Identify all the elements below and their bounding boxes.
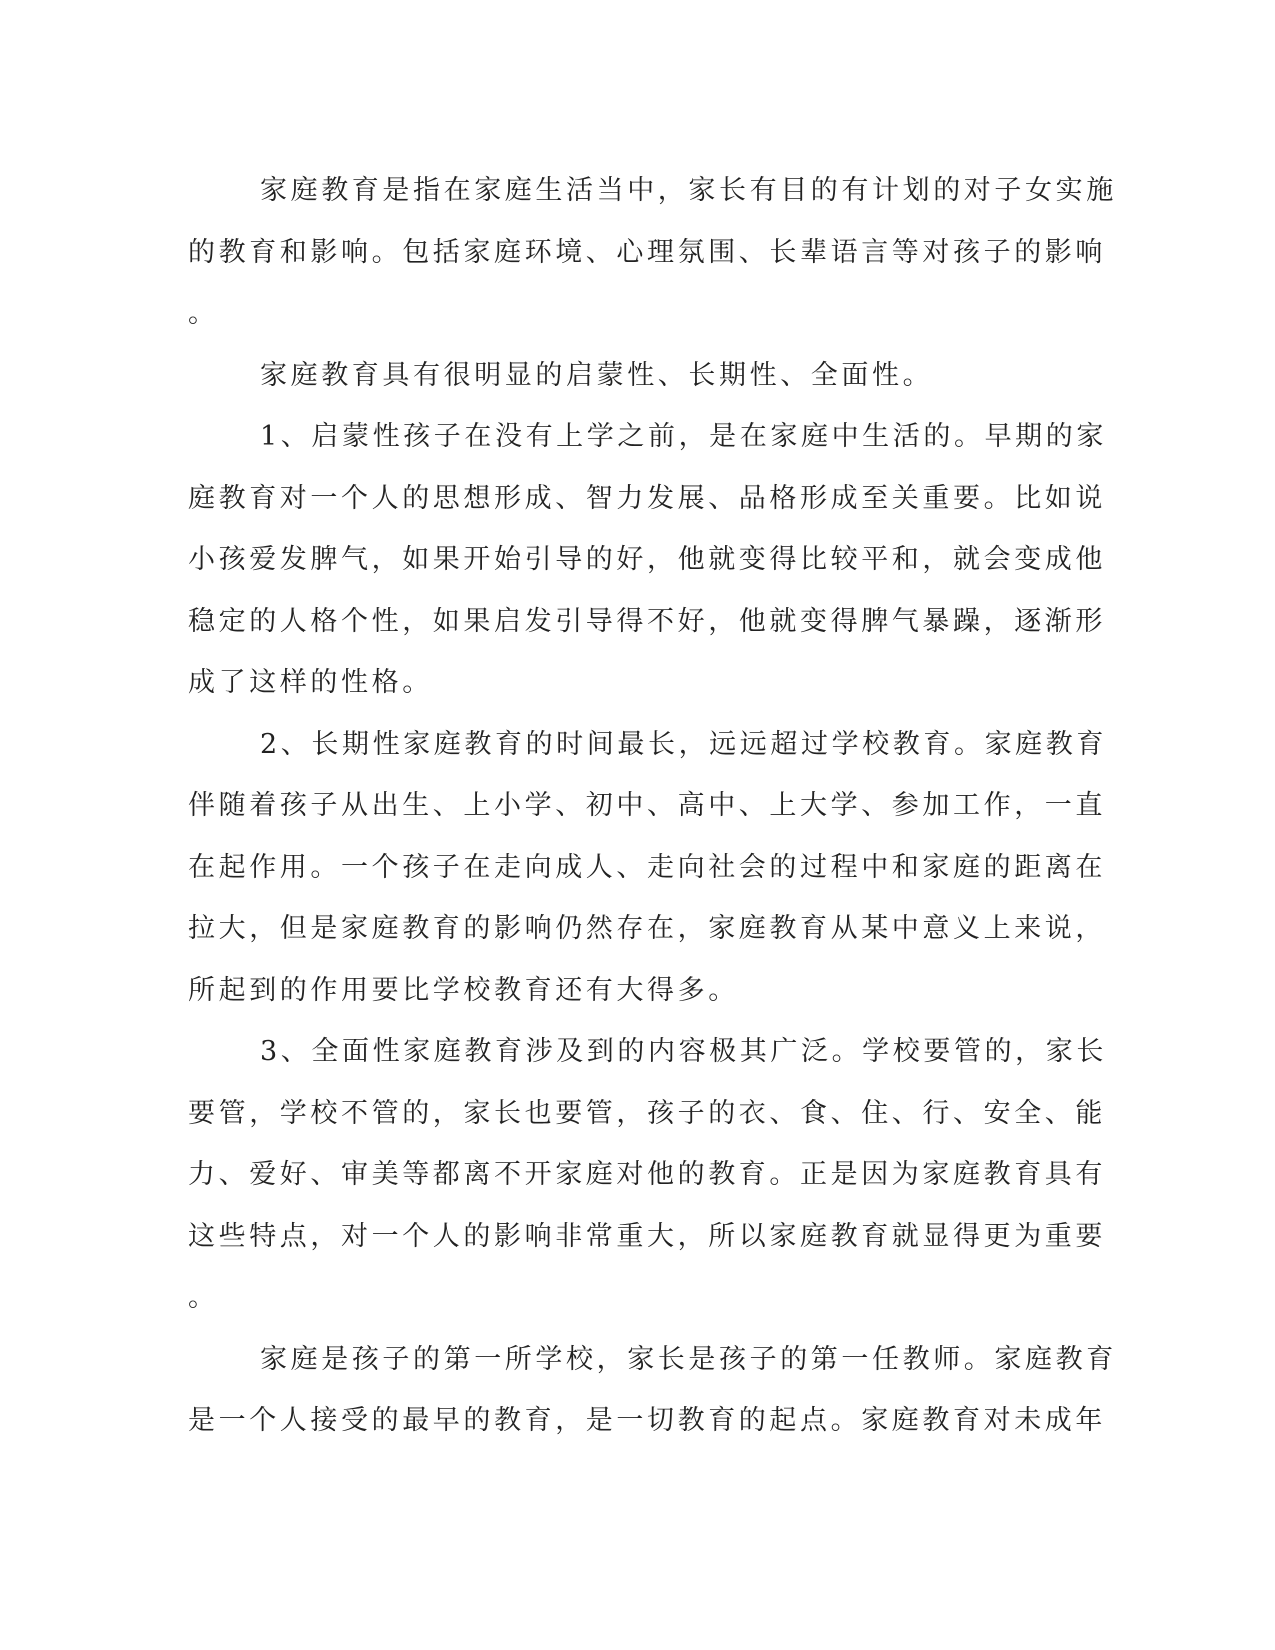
text-line: 在起作用。一个孩子在走向成人、走向社会的过程中和家庭的距离在 [188, 851, 1106, 883]
text-line: 稳定的人格个性，如果启发引导得不好，他就变得脾气暴躁，逐渐形 [188, 605, 1106, 637]
text-line: 2、长期性家庭教育的时间最长，远远超过学校教育。家庭教育 [260, 728, 1107, 760]
document-body [188, 160, 1117, 1452]
text-line: 拉大，但是家庭教育的影响仍然存在，家庭教育从某中意义上来说， [188, 913, 1106, 944]
text-line: 3、全面性家庭教育涉及到的内容极其广泛。学校要管的，家长 [260, 1036, 1107, 1067]
text-line: 。 [188, 298, 219, 329]
text-line: 所起到的作用要比学校教育还有大得多。 [188, 974, 739, 1006]
text-line: 力、爱好、审美等都离不开家庭对他的教育。正是因为家庭教育具有 [188, 1159, 1106, 1190]
text-line: 家庭是孩子的第一所学校，家长是孩子的第一任教师。家庭教育 [260, 1343, 1117, 1375]
text-line: 伴随着孩子从出生、上小学、初中、高中、上大学、参加工作，一直 [188, 790, 1106, 821]
text-line: 。 [188, 1282, 219, 1313]
text-line: 成了这样的性格。 [188, 667, 433, 698]
text-line: 这些特点，对一个人的影响非常重大，所以家庭教育就显得更为重要 [188, 1220, 1106, 1252]
text-line: 要管，学校不管的，家长也要管，孩子的衣、食、住、行、安全、能 [188, 1097, 1106, 1129]
text-line: 是一个人接受的最早的教育，是一切教育的起点。家庭教育对未成年 [188, 1405, 1106, 1436]
text-line: 庭教育对一个人的思想形成、智力发展、品格形成至关重要。比如说 [188, 482, 1106, 514]
text-line: 的教育和影响。包括家庭环境、心理氛围、长辈语言等对孩子的影响 [188, 236, 1106, 268]
text-line: 1、启蒙性孩子在没有上学之前，是在家庭中生活的。早期的家 [260, 421, 1107, 452]
text-line: 家庭教育具有很明显的启蒙性、长期性、全面性。 [260, 359, 934, 391]
text-line: 家庭教育是指在家庭生活当中，家长有目的有计划的对子女实施 [260, 175, 1117, 206]
text-line: 小孩爱发脾气，如果开始引导的好，他就变得比较平和，就会变成他 [188, 544, 1106, 575]
